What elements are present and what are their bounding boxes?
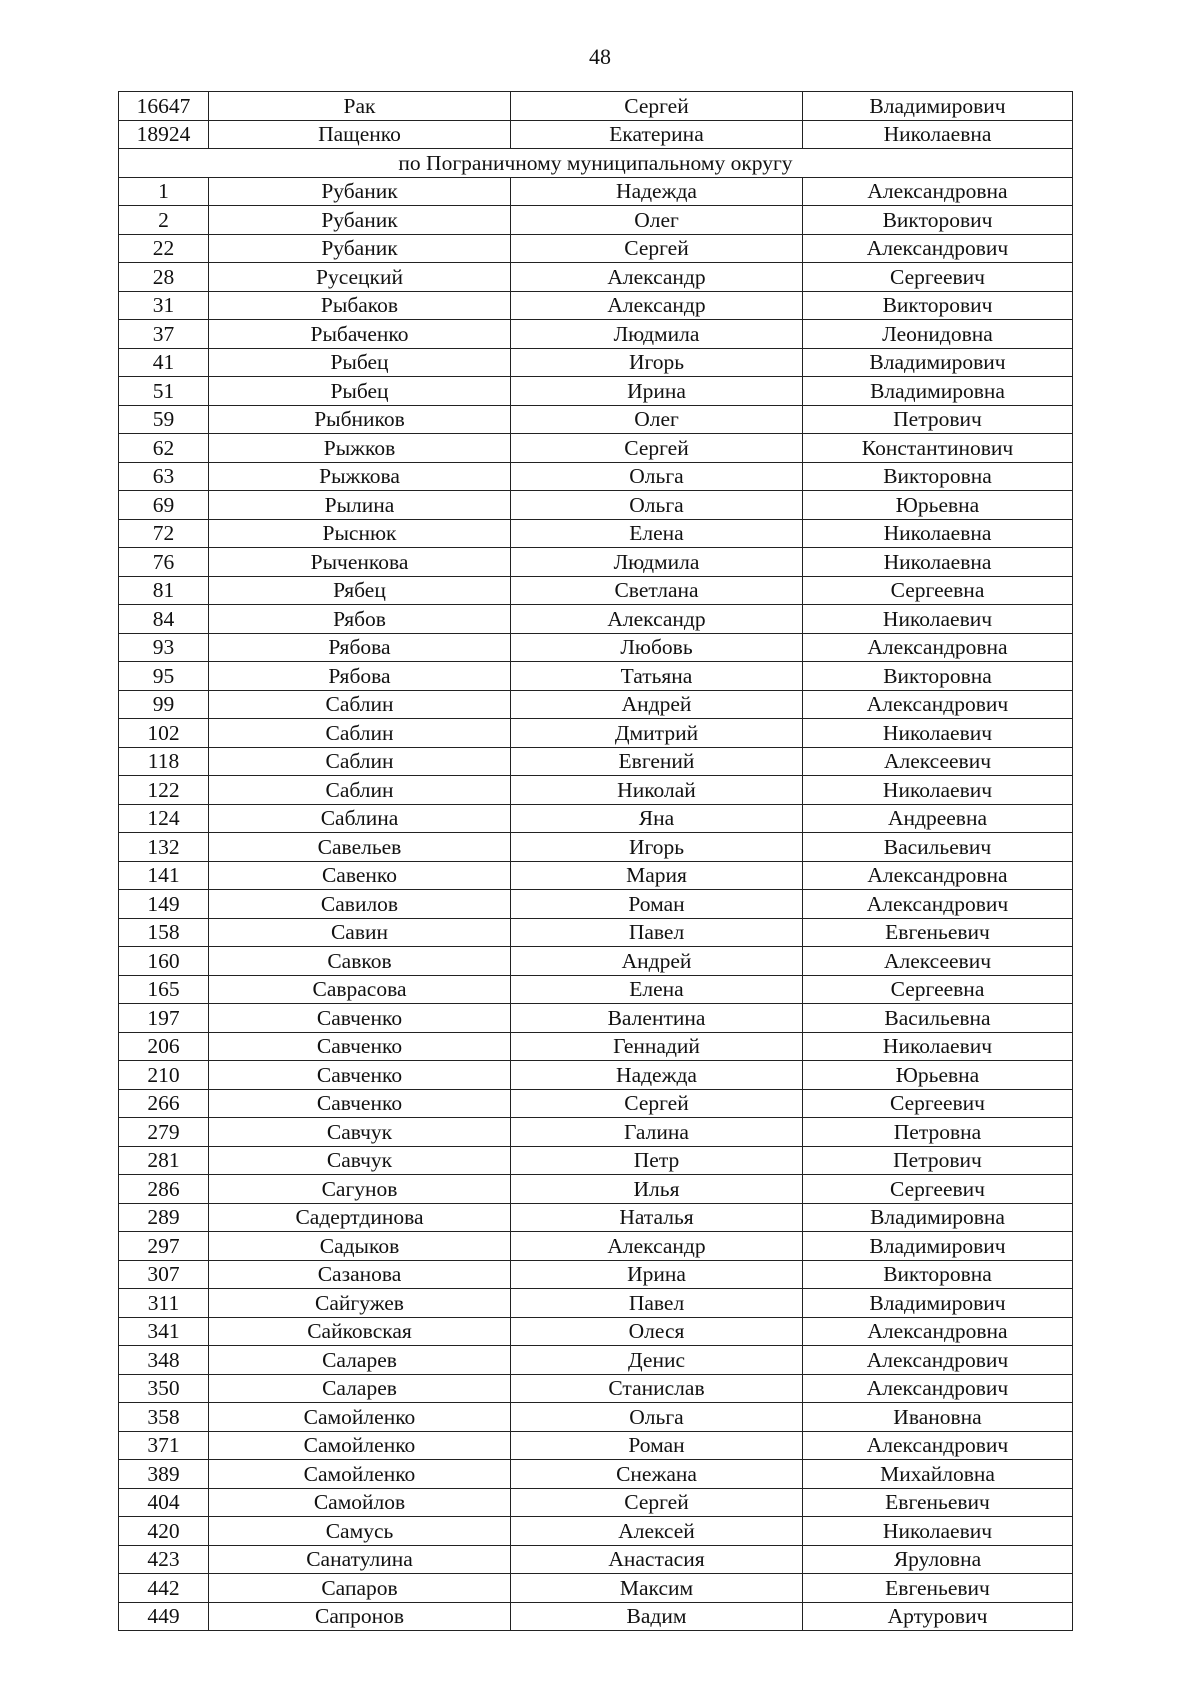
cell-patronymic: Александровна — [803, 861, 1073, 890]
cell-first-name: Надежда — [511, 1061, 803, 1090]
cell-last-name: Рябец — [209, 576, 511, 605]
table-row — [119, 605, 1073, 634]
cell-first-name: Ольга — [511, 491, 803, 520]
cell-number: 350 — [119, 1374, 209, 1403]
cell-first-name: Роман — [511, 890, 803, 919]
roster-body — [119, 92, 1073, 1631]
table-row — [119, 1488, 1073, 1517]
cell-patronymic: Николаевна — [803, 120, 1073, 149]
table-row — [119, 405, 1073, 434]
cell-first-name: Геннадий — [511, 1032, 803, 1061]
roster-table — [118, 91, 1073, 1631]
cell-last-name: Сапаров — [209, 1574, 511, 1603]
cell-patronymic: Алексеевич — [803, 947, 1073, 976]
cell-patronymic: Николаевна — [803, 519, 1073, 548]
cell-patronymic: Петровна — [803, 1118, 1073, 1147]
cell-patronymic: Николаевна — [803, 548, 1073, 577]
cell-patronymic: Владимировна — [803, 1203, 1073, 1232]
table-row — [119, 1289, 1073, 1318]
cell-first-name: Наталья — [511, 1203, 803, 1232]
cell-patronymic: Сергеевна — [803, 975, 1073, 1004]
table-row — [119, 491, 1073, 520]
cell-patronymic: Сергеевна — [803, 576, 1073, 605]
cell-first-name: Снежана — [511, 1460, 803, 1489]
cell-number: 371 — [119, 1431, 209, 1460]
cell-number: 341 — [119, 1317, 209, 1346]
cell-last-name: Санатулина — [209, 1545, 511, 1574]
cell-number: 102 — [119, 719, 209, 748]
cell-last-name: Рубаник — [209, 206, 511, 235]
cell-number: 37 — [119, 320, 209, 349]
cell-number: 22 — [119, 234, 209, 263]
cell-last-name: Сайгужев — [209, 1289, 511, 1318]
cell-first-name: Александр — [511, 263, 803, 292]
cell-last-name: Рубаник — [209, 177, 511, 206]
table-row — [119, 1118, 1073, 1147]
cell-first-name: Роман — [511, 1431, 803, 1460]
cell-first-name: Ольга — [511, 1403, 803, 1432]
table-row — [119, 348, 1073, 377]
table-row — [119, 947, 1073, 976]
cell-last-name: Садыков — [209, 1232, 511, 1261]
cell-last-name: Рыбец — [209, 348, 511, 377]
cell-patronymic: Михайловна — [803, 1460, 1073, 1489]
cell-last-name: Савчук — [209, 1118, 511, 1147]
cell-number: 84 — [119, 605, 209, 634]
table-row — [119, 747, 1073, 776]
cell-number: 2 — [119, 206, 209, 235]
cell-first-name: Илья — [511, 1175, 803, 1204]
table-row — [119, 1317, 1073, 1346]
table-row — [119, 1574, 1073, 1603]
cell-last-name: Рыжков — [209, 434, 511, 463]
page-number: 48 — [589, 44, 611, 69]
cell-first-name: Алексей — [511, 1517, 803, 1546]
table-row — [119, 1431, 1073, 1460]
table-row — [119, 519, 1073, 548]
cell-number: 286 — [119, 1175, 209, 1204]
cell-number: 281 — [119, 1146, 209, 1175]
cell-first-name: Олеся — [511, 1317, 803, 1346]
cell-first-name: Елена — [511, 975, 803, 1004]
cell-first-name: Максим — [511, 1574, 803, 1603]
cell-last-name: Саблин — [209, 690, 511, 719]
cell-first-name: Ирина — [511, 377, 803, 406]
cell-last-name: Самойленко — [209, 1403, 511, 1432]
cell-patronymic: Евгеньевич — [803, 1488, 1073, 1517]
cell-patronymic: Васильевич — [803, 833, 1073, 862]
cell-first-name: Дмитрий — [511, 719, 803, 748]
cell-number: 206 — [119, 1032, 209, 1061]
cell-number: 210 — [119, 1061, 209, 1090]
cell-patronymic: Евгеньевич — [803, 918, 1073, 947]
table-row — [119, 833, 1073, 862]
cell-last-name: Сайковская — [209, 1317, 511, 1346]
table-row — [119, 1460, 1073, 1489]
table-row — [119, 918, 1073, 947]
cell-last-name: Савин — [209, 918, 511, 947]
table-row — [119, 291, 1073, 320]
cell-patronymic: Владимировна — [803, 377, 1073, 406]
cell-first-name: Олег — [511, 206, 803, 235]
table-row — [119, 1032, 1073, 1061]
cell-patronymic: Артурович — [803, 1602, 1073, 1631]
cell-number: 348 — [119, 1346, 209, 1375]
cell-patronymic: Викторовна — [803, 462, 1073, 491]
cell-first-name: Анастасия — [511, 1545, 803, 1574]
cell-first-name: Любовь — [511, 633, 803, 662]
cell-first-name: Надежда — [511, 177, 803, 206]
cell-last-name: Русецкий — [209, 263, 511, 292]
cell-patronymic: Владимирович — [803, 92, 1073, 121]
cell-number: 93 — [119, 633, 209, 662]
table-row — [119, 234, 1073, 263]
table-row — [119, 434, 1073, 463]
cell-number: 160 — [119, 947, 209, 976]
cell-number: 197 — [119, 1004, 209, 1033]
cell-first-name: Екатерина — [511, 120, 803, 149]
cell-number: 41 — [119, 348, 209, 377]
cell-first-name: Сергей — [511, 1089, 803, 1118]
cell-patronymic: Юрьевна — [803, 1061, 1073, 1090]
cell-number: 18924 — [119, 120, 209, 149]
cell-patronymic: Николаевич — [803, 776, 1073, 805]
cell-last-name: Саблина — [209, 804, 511, 833]
cell-first-name: Валентина — [511, 1004, 803, 1033]
cell-first-name: Павел — [511, 1289, 803, 1318]
cell-first-name: Александр — [511, 291, 803, 320]
cell-first-name: Александр — [511, 1232, 803, 1261]
cell-last-name: Сазанова — [209, 1260, 511, 1289]
cell-last-name: Рылина — [209, 491, 511, 520]
cell-first-name: Татьяна — [511, 662, 803, 691]
cell-number: 158 — [119, 918, 209, 947]
table-row — [119, 92, 1073, 121]
cell-number: 307 — [119, 1260, 209, 1289]
cell-number: 16647 — [119, 92, 209, 121]
cell-last-name: Самойлов — [209, 1488, 511, 1517]
cell-patronymic: Леонидовна — [803, 320, 1073, 349]
cell-patronymic: Ивановна — [803, 1403, 1073, 1432]
cell-number: 31 — [119, 291, 209, 320]
cell-number: 124 — [119, 804, 209, 833]
table-row — [119, 1545, 1073, 1574]
cell-last-name: Рубаник — [209, 234, 511, 263]
cell-last-name: Савков — [209, 947, 511, 976]
cell-first-name: Галина — [511, 1118, 803, 1147]
table-row — [119, 576, 1073, 605]
table-row — [119, 1232, 1073, 1261]
cell-number: 149 — [119, 890, 209, 919]
cell-patronymic: Владимирович — [803, 1289, 1073, 1318]
cell-first-name: Павел — [511, 918, 803, 947]
cell-number: 289 — [119, 1203, 209, 1232]
table-row — [119, 1403, 1073, 1432]
cell-last-name: Рыбаченко — [209, 320, 511, 349]
cell-number: 311 — [119, 1289, 209, 1318]
cell-last-name: Савенко — [209, 861, 511, 890]
cell-number: 165 — [119, 975, 209, 1004]
table-row — [119, 462, 1073, 491]
table-row — [119, 804, 1073, 833]
cell-patronymic: Васильевна — [803, 1004, 1073, 1033]
cell-patronymic: Сергеевич — [803, 263, 1073, 292]
cell-number: 99 — [119, 690, 209, 719]
cell-patronymic: Николаевич — [803, 719, 1073, 748]
cell-number: 423 — [119, 1545, 209, 1574]
cell-number: 358 — [119, 1403, 209, 1432]
cell-number: 51 — [119, 377, 209, 406]
cell-last-name: Саларев — [209, 1346, 511, 1375]
cell-last-name: Саларев — [209, 1374, 511, 1403]
table-row — [119, 1146, 1073, 1175]
cell-first-name: Сергей — [511, 434, 803, 463]
table-row — [119, 177, 1073, 206]
table-row — [119, 1260, 1073, 1289]
cell-first-name: Олег — [511, 405, 803, 434]
table-row — [119, 975, 1073, 1004]
table-row — [119, 719, 1073, 748]
cell-patronymic: Александрович — [803, 690, 1073, 719]
section-header-row — [119, 149, 1073, 178]
cell-first-name: Андрей — [511, 690, 803, 719]
cell-patronymic: Александрович — [803, 1431, 1073, 1460]
cell-first-name: Ирина — [511, 1260, 803, 1289]
cell-last-name: Пащенко — [209, 120, 511, 149]
cell-patronymic: Николаевич — [803, 1517, 1073, 1546]
cell-last-name: Рябова — [209, 662, 511, 691]
cell-last-name: Рыченкова — [209, 548, 511, 577]
cell-number: 404 — [119, 1488, 209, 1517]
cell-first-name: Сергей — [511, 92, 803, 121]
cell-first-name: Сергей — [511, 1488, 803, 1517]
cell-first-name: Ольга — [511, 462, 803, 491]
cell-number: 62 — [119, 434, 209, 463]
cell-patronymic: Александрович — [803, 890, 1073, 919]
cell-last-name: Савилов — [209, 890, 511, 919]
cell-last-name: Рыжкова — [209, 462, 511, 491]
cell-last-name: Савченко — [209, 1089, 511, 1118]
cell-patronymic: Викторовна — [803, 1260, 1073, 1289]
table-row — [119, 633, 1073, 662]
cell-number: 442 — [119, 1574, 209, 1603]
cell-number: 81 — [119, 576, 209, 605]
cell-number: 297 — [119, 1232, 209, 1261]
table-row — [119, 861, 1073, 890]
cell-first-name: Людмила — [511, 548, 803, 577]
cell-first-name: Сергей — [511, 234, 803, 263]
cell-last-name: Самойленко — [209, 1460, 511, 1489]
cell-number: 389 — [119, 1460, 209, 1489]
section-title: по Пограничному муниципальному округу — [119, 149, 1073, 178]
cell-patronymic: Владимирович — [803, 348, 1073, 377]
cell-number: 95 — [119, 662, 209, 691]
table-row — [119, 1346, 1073, 1375]
cell-number: 72 — [119, 519, 209, 548]
table-row — [119, 1175, 1073, 1204]
table-row — [119, 1089, 1073, 1118]
cell-last-name: Садертдинова — [209, 1203, 511, 1232]
cell-first-name: Николай — [511, 776, 803, 805]
table-row — [119, 662, 1073, 691]
table-row — [119, 263, 1073, 292]
table-row — [119, 1602, 1073, 1631]
cell-first-name: Андрей — [511, 947, 803, 976]
cell-patronymic: Андреевна — [803, 804, 1073, 833]
cell-patronymic: Яруловна — [803, 1545, 1073, 1574]
cell-patronymic: Петрович — [803, 405, 1073, 434]
cell-last-name: Саврасова — [209, 975, 511, 1004]
cell-number: 141 — [119, 861, 209, 890]
cell-number: 69 — [119, 491, 209, 520]
cell-patronymic: Викторович — [803, 206, 1073, 235]
cell-first-name: Игорь — [511, 348, 803, 377]
cell-patronymic: Константинович — [803, 434, 1073, 463]
cell-first-name: Вадим — [511, 1602, 803, 1631]
cell-first-name: Светлана — [511, 576, 803, 605]
cell-last-name: Савченко — [209, 1004, 511, 1033]
cell-last-name: Рыснюк — [209, 519, 511, 548]
cell-last-name: Сапронов — [209, 1602, 511, 1631]
cell-number: 132 — [119, 833, 209, 862]
cell-last-name: Савельев — [209, 833, 511, 862]
cell-first-name: Петр — [511, 1146, 803, 1175]
cell-patronymic: Викторовна — [803, 662, 1073, 691]
table-row — [119, 120, 1073, 149]
cell-last-name: Рак — [209, 92, 511, 121]
cell-last-name: Рыбаков — [209, 291, 511, 320]
cell-last-name: Рябов — [209, 605, 511, 634]
cell-number: 266 — [119, 1089, 209, 1118]
cell-number: 420 — [119, 1517, 209, 1546]
table-row — [119, 548, 1073, 577]
table-row — [119, 890, 1073, 919]
cell-last-name: Савченко — [209, 1061, 511, 1090]
cell-number: 1 — [119, 177, 209, 206]
cell-first-name: Елена — [511, 519, 803, 548]
cell-patronymic: Алексеевич — [803, 747, 1073, 776]
cell-last-name: Рыбников — [209, 405, 511, 434]
cell-patronymic: Сергеевич — [803, 1089, 1073, 1118]
cell-first-name: Денис — [511, 1346, 803, 1375]
cell-number: 118 — [119, 747, 209, 776]
cell-last-name: Рыбец — [209, 377, 511, 406]
table-row — [119, 1517, 1073, 1546]
cell-first-name: Яна — [511, 804, 803, 833]
cell-patronymic: Юрьевна — [803, 491, 1073, 520]
table-row — [119, 1004, 1073, 1033]
cell-last-name: Савчук — [209, 1146, 511, 1175]
cell-last-name: Самойленко — [209, 1431, 511, 1460]
cell-number: 63 — [119, 462, 209, 491]
cell-number: 28 — [119, 263, 209, 292]
table-row — [119, 1203, 1073, 1232]
cell-last-name: Сагунов — [209, 1175, 511, 1204]
cell-last-name: Рябова — [209, 633, 511, 662]
cell-number: 76 — [119, 548, 209, 577]
table-row — [119, 690, 1073, 719]
cell-patronymic: Викторович — [803, 291, 1073, 320]
cell-patronymic: Александрович — [803, 1346, 1073, 1375]
cell-patronymic: Александрович — [803, 1374, 1073, 1403]
cell-last-name: Саблин — [209, 776, 511, 805]
cell-patronymic: Николаевич — [803, 1032, 1073, 1061]
cell-first-name: Людмила — [511, 320, 803, 349]
table-row — [119, 1061, 1073, 1090]
cell-last-name: Самусь — [209, 1517, 511, 1546]
cell-last-name: Саблин — [209, 747, 511, 776]
cell-first-name: Игорь — [511, 833, 803, 862]
table-row — [119, 320, 1073, 349]
cell-last-name: Саблин — [209, 719, 511, 748]
cell-patronymic: Александровна — [803, 633, 1073, 662]
cell-patronymic: Петрович — [803, 1146, 1073, 1175]
table-row — [119, 776, 1073, 805]
table-row — [119, 1374, 1073, 1403]
cell-last-name: Савченко — [209, 1032, 511, 1061]
cell-first-name: Евгений — [511, 747, 803, 776]
cell-number: 59 — [119, 405, 209, 434]
cell-first-name: Александр — [511, 605, 803, 634]
cell-patronymic: Александрович — [803, 234, 1073, 263]
cell-first-name: Станислав — [511, 1374, 803, 1403]
cell-patronymic: Владимирович — [803, 1232, 1073, 1261]
cell-first-name: Мария — [511, 861, 803, 890]
cell-number: 279 — [119, 1118, 209, 1147]
cell-patronymic: Сергеевич — [803, 1175, 1073, 1204]
table-row — [119, 377, 1073, 406]
table-row — [119, 206, 1073, 235]
cell-number: 122 — [119, 776, 209, 805]
cell-patronymic: Евгеньевич — [803, 1574, 1073, 1603]
cell-patronymic: Николаевич — [803, 605, 1073, 634]
cell-patronymic: Александровна — [803, 177, 1073, 206]
cell-number: 449 — [119, 1602, 209, 1631]
cell-patronymic: Александровна — [803, 1317, 1073, 1346]
